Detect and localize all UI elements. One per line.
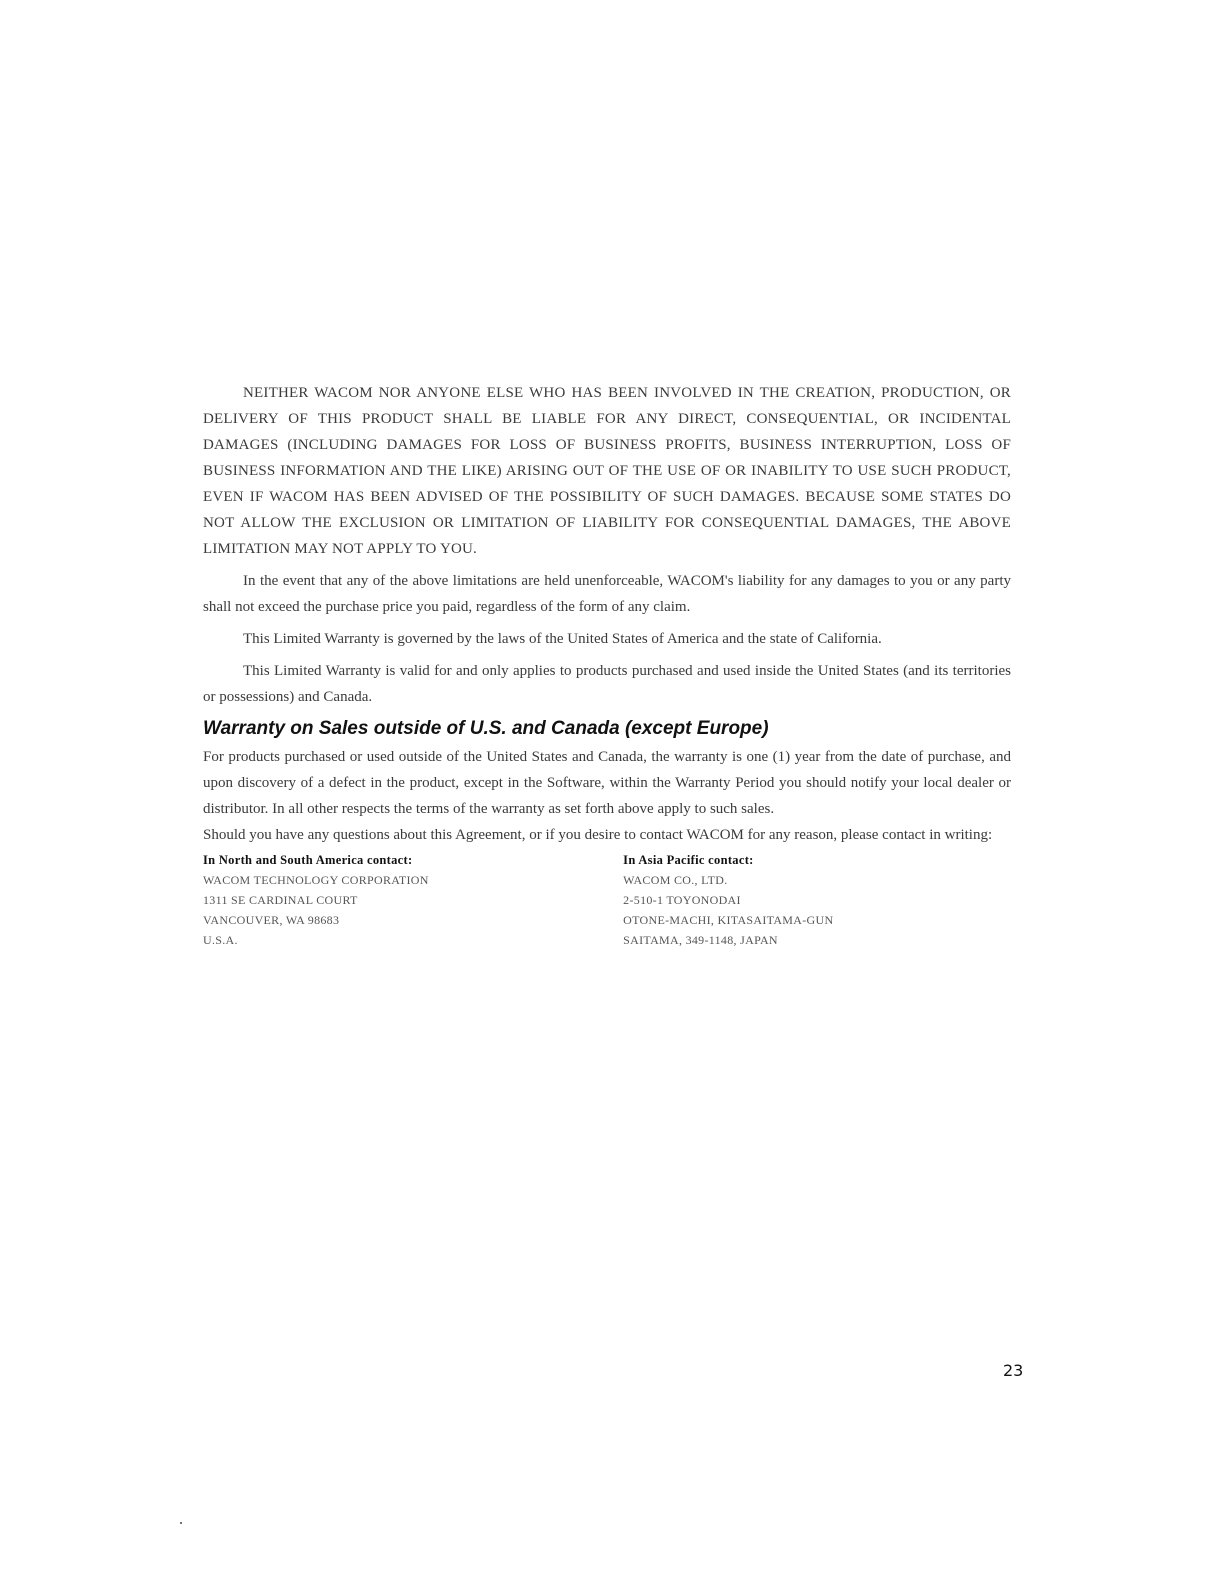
- americas-contact-heading: In North and South America contact:: [203, 853, 413, 867]
- asia-address-line: WACOM CO., LTD.: [623, 873, 728, 887]
- warranty-text-block: [203, 380, 1011, 950]
- page-number: 23: [1003, 1361, 1024, 1380]
- governing-law-paragraph: This Limited Warranty is governed by the laws of the United States of America and the state of California.: [243, 631, 882, 647]
- scan-speck: [180, 1522, 182, 1524]
- validity-paragraph: This Limited Warranty is valid for and only applies to products purchased and used inside the United States (and its territories or possessions) and Canada.: [203, 663, 1011, 705]
- section-heading: Warranty on Sales outside of U.S. and Canada (except Europe): [203, 718, 769, 739]
- americas-address-line: VANCOUVER, WA 98683: [203, 913, 340, 927]
- asia-address-line: OTONE-MACHI, KITASAITAMA-GUN: [623, 913, 834, 927]
- asia-contact-heading: In Asia Pacific contact:: [623, 853, 754, 867]
- americas-address-line: U.S.A.: [203, 933, 238, 947]
- americas-contact: [203, 850, 591, 950]
- unenforceable-paragraph: In the event that any of the above limitations are held unenforceable, WACOM's liability for any damages to you or any party shall not exceed the purchase price you paid, regardless of the form of any claim.: [203, 573, 1011, 615]
- asia-address-line: SAITAMA, 349-1148, JAPAN: [623, 933, 778, 947]
- asia-address-line: 2-510-1 TOYONODAI: [623, 893, 741, 907]
- americas-address-line: WACOM TECHNOLOGY CORPORATION: [203, 873, 429, 887]
- contact-addresses: [203, 850, 1011, 950]
- liability-disclaimer-paragraph: NEITHER WACOM NOR ANYONE ELSE WHO HAS BEEN INVOLVED IN THE CREATION, PRODUCTION, OR DELIVERY OF THIS PRODUCT SHALL BE LIABLE FOR ANY DIRECT, CONSEQUENTIAL, OR INCIDENTAL DAMAGES (INCLUDING DAMAGES FOR LOSS OF BUSINESS PROFITS, BUSINESS INTERRUPTION, LOSS OF BUSINESS INFORMATION AND THE LIKE) ARISING OUT OF THE USE OF OR INABILITY TO USE SUCH PRODUCT, EVEN IF WACOM HAS BEEN ADVISED OF THE POSSIBILITY OF SUCH DAMAGES. BECAUSE SOME STATES DO NOT ALLOW THE EXCLUSION OR LIMITATION OF LIABILITY FOR CONSEQUENTIAL DAMAGES, THE ABOVE LIMITATION MAY NOT APPLY TO YOU.: [203, 385, 1011, 557]
- americas-address-line: 1311 SE CARDINAL COURT: [203, 893, 358, 907]
- contact-instructions-paragraph: Should you have any questions about this Agreement, or if you desire to contact WACOM for any reason, please contact in writing:: [203, 827, 993, 843]
- outside-us-warranty-paragraph: For products purchased or used outside of the United States and Canada, the warranty is one (1) year from the date of purchase, and upon discovery of a defect in the product, except in the Software, within the Warranty Period you should notify your local dealer or distributor. In all other respects the terms of the warranty as set forth above apply to such sales.: [203, 749, 1011, 817]
- asia-pacific-contact: [623, 850, 1011, 950]
